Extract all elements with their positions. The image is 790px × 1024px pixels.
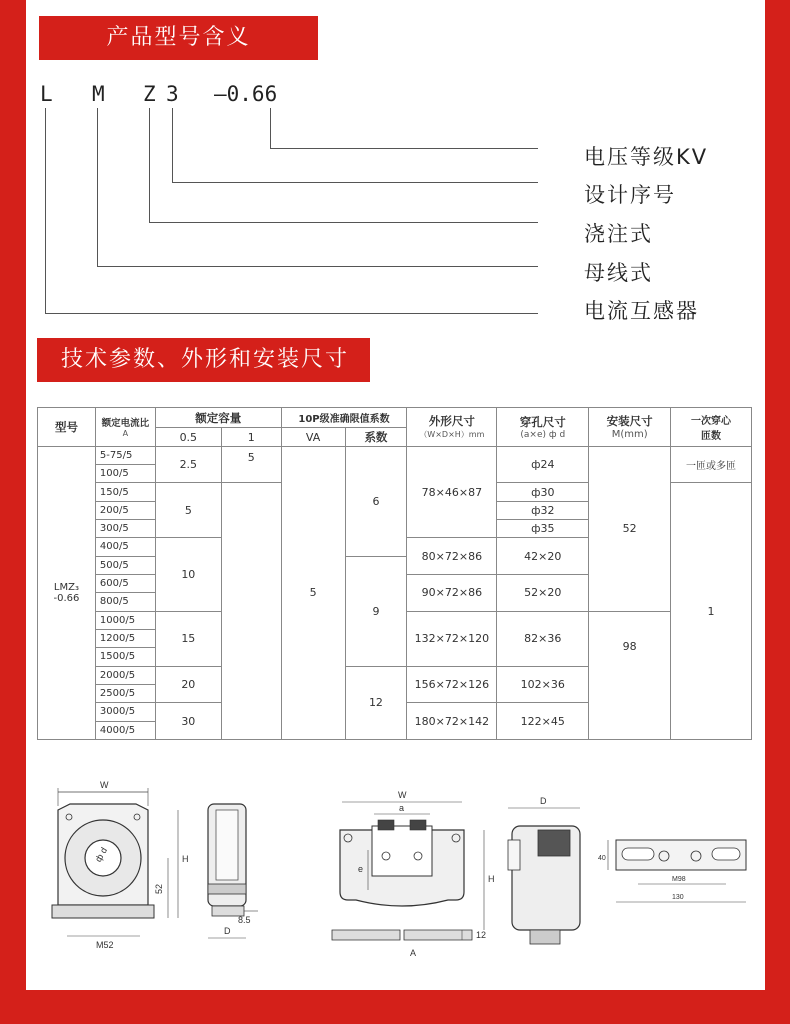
d5-m-label: M98 xyxy=(672,876,686,883)
th-mount-label: 安装尺寸 xyxy=(606,414,653,429)
cell-cap05: 5 xyxy=(155,483,221,538)
cell-ratio: 4000/5 xyxy=(95,721,155,739)
d3-e-label: e xyxy=(358,864,364,874)
d1-h-label: H xyxy=(182,854,189,864)
th-va: VA xyxy=(281,428,345,446)
leader-line-ct-h xyxy=(45,313,538,314)
d3-w-label: W xyxy=(398,790,407,800)
code-letter-3: 3 xyxy=(166,82,179,106)
d5-130-label: 130 xyxy=(672,894,684,901)
th-model: 型号 xyxy=(38,408,96,447)
cell-hole: ф30 xyxy=(497,483,589,501)
th-10p-factor: 10P级准确限值系数 xyxy=(281,408,407,428)
drawing-side-view xyxy=(198,790,268,950)
th-hole-unit: (a×e) ф d xyxy=(520,429,566,440)
cell-ratio: 1500/5 xyxy=(95,648,155,666)
cell-ratio: 600/5 xyxy=(95,574,155,592)
cell-outline: 90×72×86 xyxy=(407,574,497,611)
cell-hole: 102×36 xyxy=(497,666,589,703)
cell-hole: ф32 xyxy=(497,501,589,519)
cell-factor: 9 xyxy=(345,556,407,666)
cell-ratio: 150/5 xyxy=(95,483,155,501)
legend-current-transformer: 电流互感器 xyxy=(584,299,699,323)
section-title-model-meaning: 产品型号含义 xyxy=(39,16,318,60)
cell-ratio: 100/5 xyxy=(95,465,155,483)
leader-line-busbar-h xyxy=(97,266,538,267)
d1-w-label: W xyxy=(100,780,109,790)
cell-outline: 80×72×86 xyxy=(407,538,497,575)
cell-ratio: 400/5 xyxy=(95,538,155,556)
th-capacity: 额定容量 xyxy=(155,408,281,428)
d5-40-label: 40 xyxy=(598,855,606,862)
d1-m52-label: M52 xyxy=(96,940,114,950)
cell-ratio: 500/5 xyxy=(95,556,155,574)
cell-factor: 6 xyxy=(345,446,407,556)
legend-cast-type: 浇注式 xyxy=(584,222,653,246)
leader-line-design-h xyxy=(172,182,538,183)
cell-ratio: 2000/5 xyxy=(95,666,155,684)
th-outline-label: 外形尺寸 xyxy=(428,414,475,429)
th-outline-unit: （W×D×H）mm xyxy=(419,430,485,440)
section-title-tech-params: 技术参数、外形和安装尺寸 xyxy=(37,338,370,382)
cell-hole: ф24 xyxy=(497,446,589,483)
d3-a-bottom-label: A xyxy=(410,948,417,958)
cell-hole: 52×20 xyxy=(497,574,589,611)
cell-turns: 1 xyxy=(671,483,752,740)
cell-hole: 42×20 xyxy=(497,538,589,575)
th-turns-label: 一次穿心 xyxy=(691,415,732,427)
cell-cap05: 2.5 xyxy=(155,446,221,483)
cell-factor: 12 xyxy=(345,666,407,739)
d1-phi-label: ф d xyxy=(93,845,110,864)
d1-52-label: 52 xyxy=(154,883,164,894)
cell-ratio: 800/5 xyxy=(95,593,155,611)
drawing-large-side-view xyxy=(504,794,594,954)
th-hole-label: 穿孔尺寸 xyxy=(519,414,566,429)
cell-outline: 180×72×142 xyxy=(407,703,497,740)
cell-cap05: 10 xyxy=(155,538,221,611)
cell-ratio: 1000/5 xyxy=(95,611,155,629)
code-letter-l: L xyxy=(40,82,53,106)
th-outline xyxy=(407,408,497,447)
legend-voltage-class: 电压等级KV xyxy=(584,145,709,169)
drawing-large-front-view xyxy=(302,780,502,965)
cell-cap05: 30 xyxy=(155,703,221,740)
cell-ratio: 5-75/5 xyxy=(95,446,155,464)
cell-va: 5 xyxy=(281,446,345,739)
leader-line-voltage-v xyxy=(270,108,271,148)
cell-mount: 98 xyxy=(589,611,671,739)
spec-table xyxy=(37,407,752,740)
cell-outline: 78×46×87 xyxy=(407,446,497,538)
cell-hole: ф35 xyxy=(497,520,589,538)
d3-12-label: 12 xyxy=(476,930,487,940)
th-factor: 系数 xyxy=(345,428,407,446)
leader-line-cast-h xyxy=(149,222,538,223)
cell-ratio: 200/5 xyxy=(95,501,155,519)
leader-line-design-v xyxy=(172,108,173,182)
leader-line-cast-v xyxy=(149,108,150,222)
cell-cap1-empty xyxy=(221,483,281,740)
th-cap-1: 1 xyxy=(221,428,281,446)
code-letter-m: M xyxy=(92,82,105,106)
d3-h-label: H xyxy=(488,874,495,884)
leader-line-ct-v xyxy=(45,108,46,313)
th-ratio-label: 额定电流比 xyxy=(101,418,150,430)
code-letter-voltage: —0.66 xyxy=(214,82,278,106)
d4-d-label: D xyxy=(540,796,547,806)
cell-turns: 一匝或多匝 xyxy=(671,446,752,483)
cell-hole: 82×36 xyxy=(497,611,589,666)
cell-ratio: 3000/5 xyxy=(95,703,155,721)
drawing-base-plate xyxy=(596,826,758,916)
cell-hole: 122×45 xyxy=(497,703,589,740)
cell-cap1: 5 xyxy=(221,446,281,483)
th-mount xyxy=(589,408,671,447)
leader-line-voltage-h xyxy=(270,148,538,149)
th-turns-label2: 匝数 xyxy=(701,430,722,442)
cell-ratio: 2500/5 xyxy=(95,684,155,702)
cell-mount: 52 xyxy=(589,446,671,611)
th-cap-05: 0.5 xyxy=(155,428,221,446)
th-hole xyxy=(497,408,589,447)
drawing-front-view xyxy=(40,770,190,955)
legend-design-serial: 设计序号 xyxy=(584,183,676,207)
leader-line-busbar-v xyxy=(97,108,98,266)
legend-busbar-type: 母线式 xyxy=(584,261,653,285)
d3-a-label: a xyxy=(399,803,405,813)
cell-cap05: 15 xyxy=(155,611,221,666)
cell-outline: 132×72×120 xyxy=(407,611,497,666)
d2-d-label: D xyxy=(224,926,231,936)
th-mount-unit: M(mm) xyxy=(611,429,648,441)
content-panel xyxy=(26,0,765,990)
th-ratio-unit: A xyxy=(122,429,129,439)
th-turns xyxy=(671,408,752,447)
d2-85-label: 8.5 xyxy=(238,915,251,925)
code-letter-z: Z xyxy=(143,82,156,106)
cell-cap05: 20 xyxy=(155,666,221,703)
cell-model: LMZ₃ -0.66 xyxy=(38,446,96,739)
th-ratio xyxy=(95,408,155,447)
cell-ratio: 1200/5 xyxy=(95,629,155,647)
cell-ratio: 300/5 xyxy=(95,520,155,538)
cell-outline: 156×72×126 xyxy=(407,666,497,703)
